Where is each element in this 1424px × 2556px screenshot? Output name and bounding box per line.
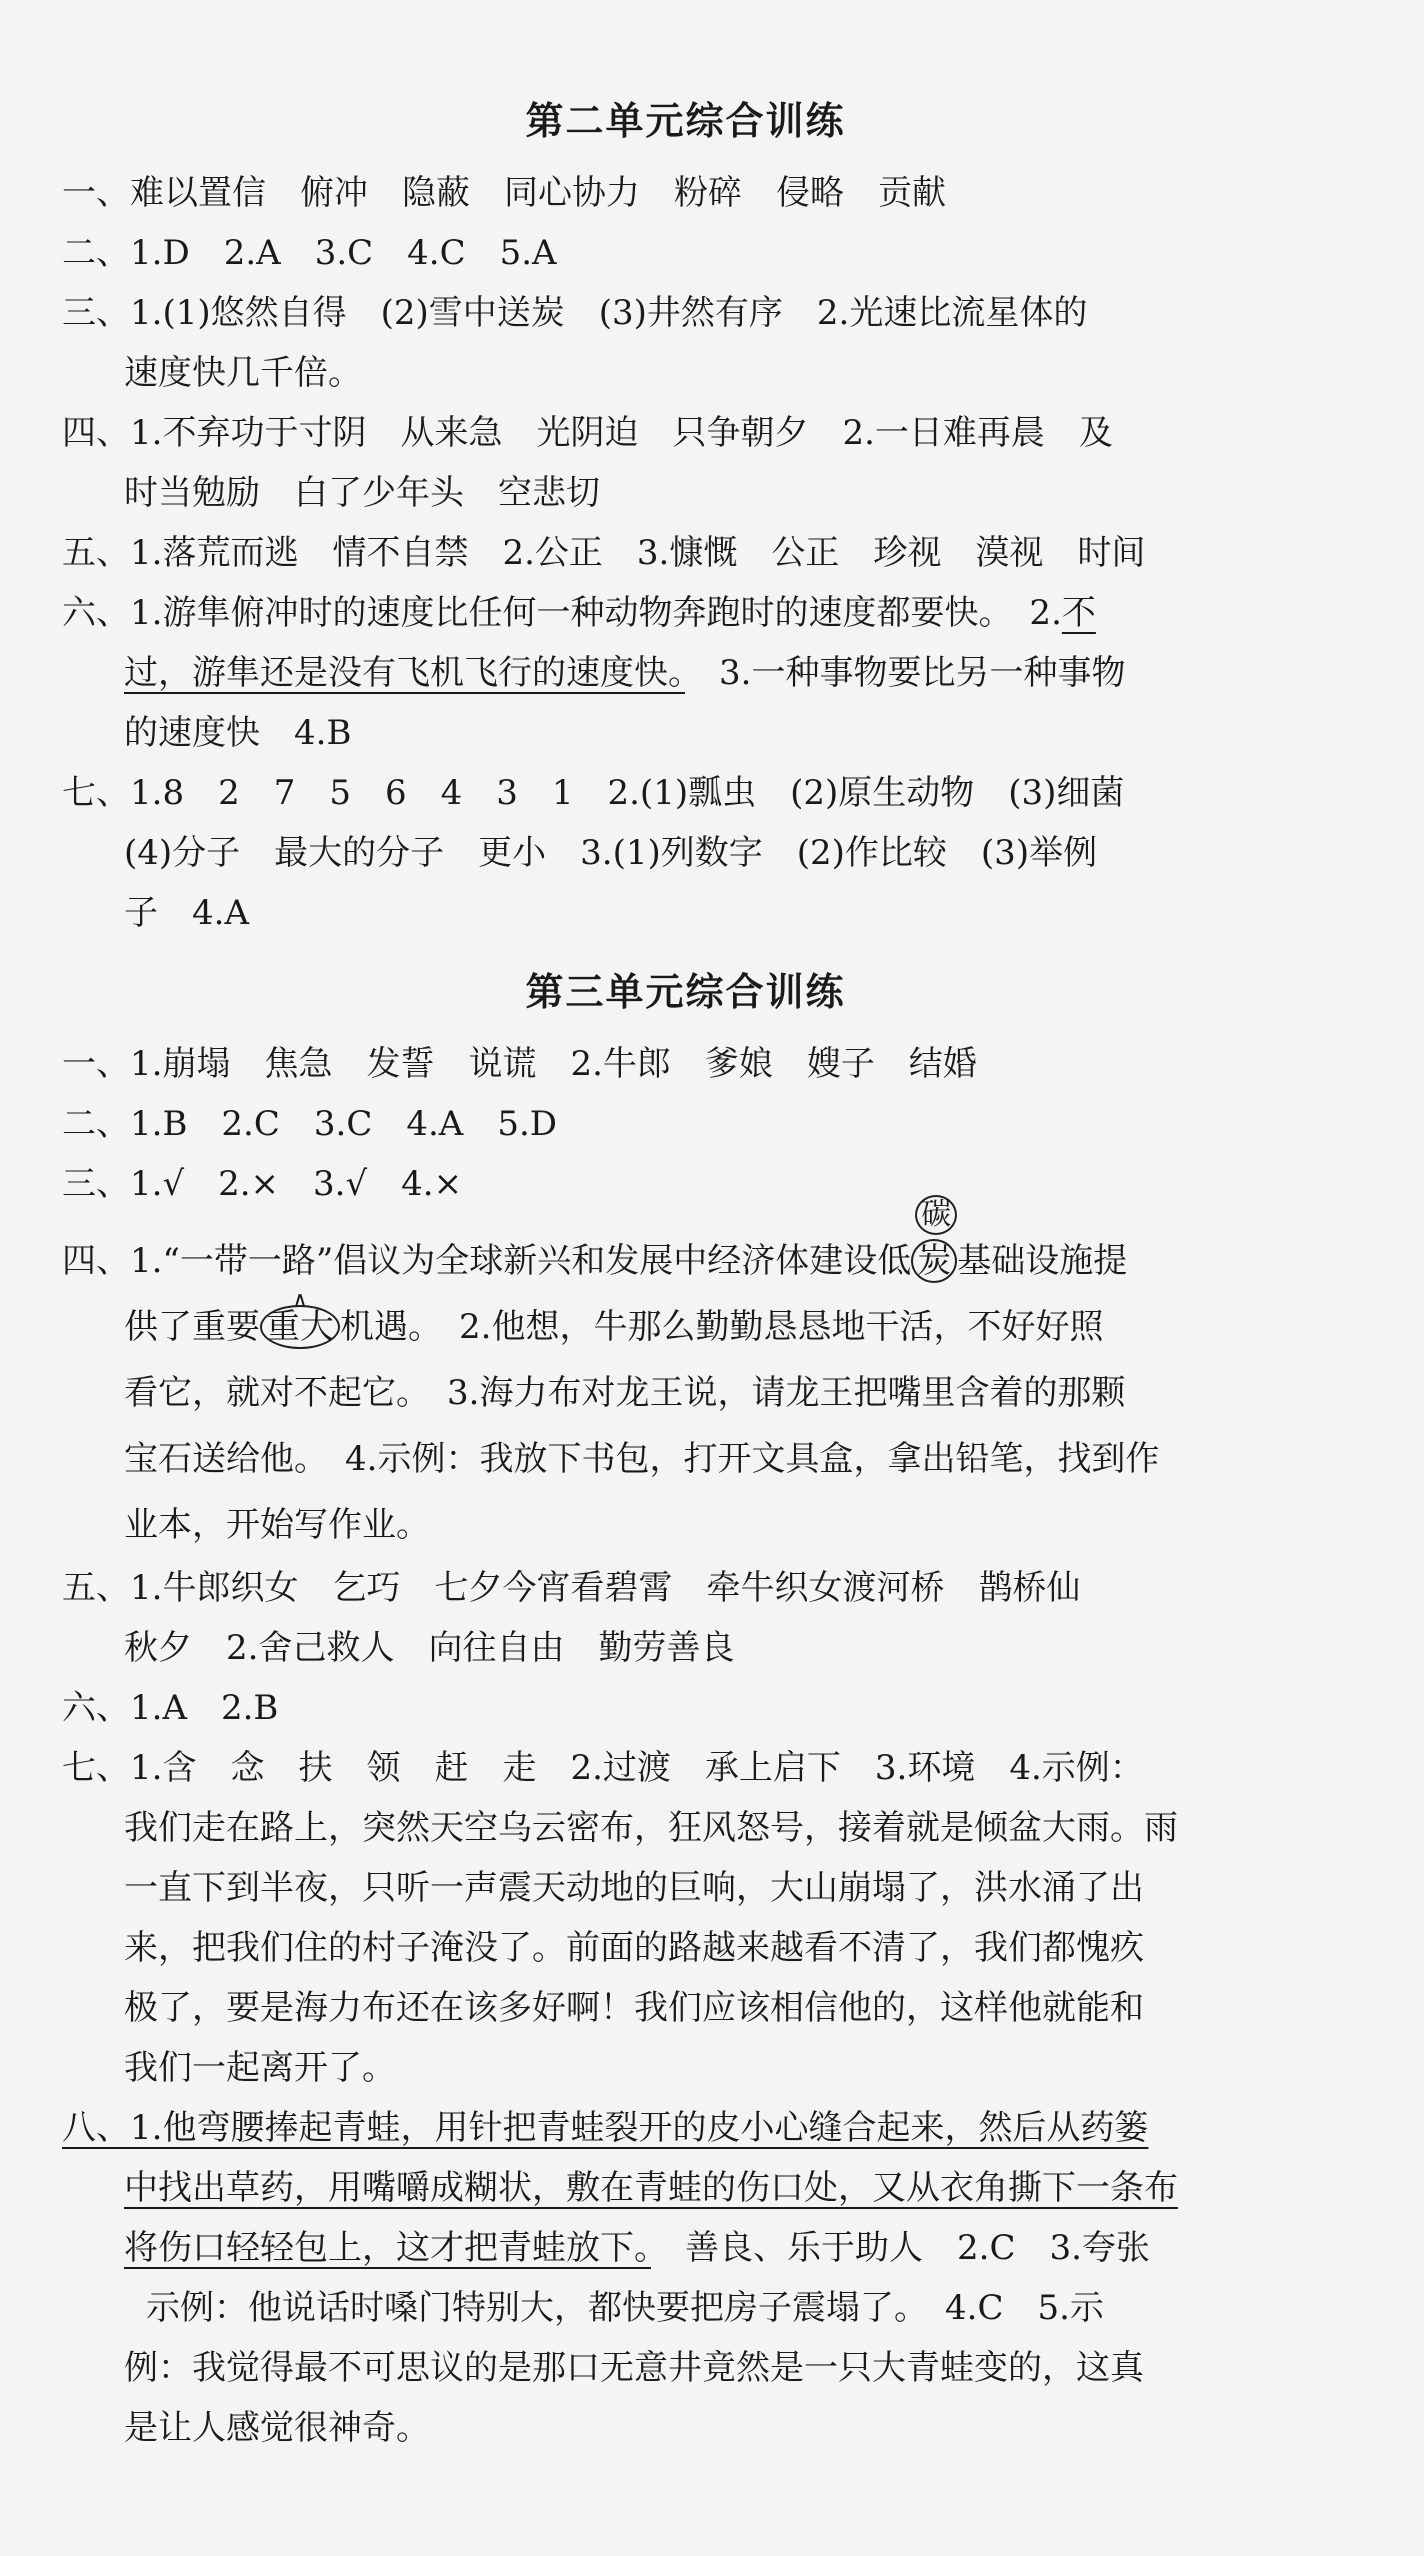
unit3-q1	[62, 1034, 1249, 1094]
unit2-q6-line1	[62, 583, 1249, 643]
unit2-q7-line3: 子 4.A	[124, 893, 249, 933]
unit3-q8-line4: 示例：他说话时嗓门特别大，都快要把房子震塌了。 4.C 5.示	[146, 2288, 1104, 2328]
unit2-q6-line3: 的速度快 4.B	[124, 713, 352, 753]
unit2-q3-line1: 三、1.(1)悠然自得 (2)雪中送炭 (3)井然有序 2.光速比流星体的	[62, 293, 1088, 333]
unit2-q6-underlined2: 过，游隼还是没有飞机飞行的速度快。	[124, 653, 685, 693]
correction-circle-2	[260, 1288, 340, 1349]
unit3-q4-text1: 四、1.“一带一路”倡议为全球新兴和发展中经济体建设低	[62, 1241, 912, 1281]
unit3-q5-line2: 秋夕 2.舍己救人 向往自由 勤劳善良	[124, 1628, 735, 1668]
unit3-q7-line6: 我们一起离开了。	[124, 2048, 396, 2088]
unit3-q8-underlined: 将伤口轻轻包上，这才把青蛙放下。	[124, 2228, 651, 2268]
unit2-q5-line: 五、1.落荒而逃 情不自禁 2.公正 3.慷慨 公正 珍视 漠视 时间	[62, 533, 1146, 573]
unit3-q7-line5: 极了，要是海力布还在该多好啊！我们应该相信他的，这样他就能和	[124, 1988, 1144, 2028]
unit2-q5	[62, 523, 1249, 583]
unit3-q4-line3: 看它，就对不起它。 3.海力布对龙王说，请龙王把嘴里含着的那颗	[124, 1373, 1126, 1413]
unit2-q3	[62, 283, 1249, 403]
unit2-q6-text2: 3.一种事物要比另一种事物	[685, 653, 1126, 693]
unit2-q2-line: 二、1.D 2.A 3.C 4.C 5.A	[62, 233, 557, 273]
unit3-q7-line2: 我们走在路上，突然天空乌云密布，狂风怒号，接着就是倾盆大雨。雨	[124, 1808, 1178, 1848]
unit3-q1-line: 一、1.崩塌 焦急 发誓 说谎 2.牛郎 爹娘 嫂子 结婚	[62, 1044, 977, 1084]
unit3-q7-line3: 一直下到半夜，只听一声震天动地的巨响，大山崩塌了，洪水涌了出	[124, 1868, 1144, 1908]
unit3-q2	[62, 1094, 1249, 1154]
unit3-q8-line6: 是让人感觉很神奇。	[124, 2408, 430, 2448]
unit3-q5	[62, 1558, 1249, 1678]
unit3-q8-line5: 例：我觉得最不可思议的是那口无意井竟然是一只大青蛙变的，这真	[124, 2348, 1144, 2388]
unit2-q6-line2	[62, 643, 1249, 703]
unit3-q2-line: 二、1.B 2.C 3.C 4.A 5.D	[62, 1104, 558, 1144]
unit3-title: 第三单元综合训练	[525, 970, 846, 1014]
unit3-q4-text4: 机遇。 2.他想，牛那么勤勤恳恳地干活，不好好照	[340, 1307, 1104, 1347]
unit3-q8-line2: 中找出草药，用嘴嚼成糊状，敷在青蛙的伤口处，又从衣角撕下一条布	[124, 2168, 1178, 2208]
unit3-q8-text: 善良、乐于助人 2.C 3.夸张	[651, 2228, 1150, 2268]
correction-circle-1	[911, 1197, 957, 1283]
correction-mark: 碳	[915, 1195, 957, 1235]
unit3-q4	[62, 1197, 1249, 1558]
unit2-q1-line: 一、难以置信 俯冲 隐蔽 同心协力 粉碎 侵略 贡献	[62, 173, 946, 213]
unit3-q4-line1	[62, 1197, 1249, 1294]
unit2-q2	[62, 223, 1249, 283]
unit3-q7-line4: 来，把我们住的村子淹没了。前面的路越来越看不清了，我们都愧疚	[124, 1928, 1144, 1968]
unit2-q3-line2: 速度快几千倍。	[124, 353, 362, 393]
unit2-title: 第二单元综合训练	[525, 99, 846, 143]
unit3-q4-line4: 宝石送给他。 4.示例：我放下书包，打开文具盒，拿出铅笔，找到作	[124, 1439, 1160, 1479]
unit3-q4-line2	[62, 1288, 1249, 1360]
unit3-q4-text2: 基础设施提	[957, 1241, 1128, 1281]
unit2-q7	[62, 763, 1249, 943]
unit2-q7-line1: 七、1.8 2 7 5 6 4 3 1 2.(1)瓢虫 (2)原生动物 (3)细菌	[62, 773, 1125, 813]
unit2-q6-text1: 六、1.游隼俯冲时的速度比任何一种动物奔跑时的速度都要快。 2.	[62, 593, 1062, 633]
unit3-q5-line1: 五、1.牛郎织女 乞巧 七夕今宵看碧霄 牵牛织女渡河桥 鹊桥仙	[62, 1568, 1081, 1608]
unit3-q7	[62, 1738, 1249, 2098]
unit2-q4-line1: 四、1.不弃功于寸阴 从来急 光阴迫 只争朝夕 2.一日难再晨 及	[62, 413, 1113, 453]
unit3-q3-line: 三、1.√ 2.× 3.√ 4.×	[62, 1164, 463, 1204]
insert-caret-icon: ∧	[292, 1288, 309, 1313]
circled-wrong-char: 炭	[917, 1241, 952, 1281]
unit2-q7-line2: (4)分子 最大的分子 更小 3.(1)列数字 (2)作比较 (3)举例	[124, 833, 1098, 873]
unit2-q4	[62, 403, 1249, 523]
unit3-q8-line1: 八、1.他弯腰捧起青蛙，用针把青蛙裂开的皮小心缝合起来，然后从药篓	[62, 2108, 1149, 2148]
unit2-q6-underlined1: 不	[1061, 593, 1096, 633]
unit3-q6	[62, 1678, 1249, 1738]
unit3-q8-line3	[62, 2218, 1249, 2278]
unit3-q7-line1: 七、1.含 念 扶 领 赶 走 2.过渡 承上启下 3.环境 4.示例：	[62, 1748, 1144, 1788]
circled-words: 重大	[266, 1307, 334, 1347]
unit3-q6-line: 六、1.A 2.B	[62, 1688, 279, 1728]
unit2-q1	[62, 163, 1249, 223]
unit3-q4-line5: 业本，开始写作业。	[124, 1505, 430, 1545]
unit2-q4-line2: 时当勉励 白了少年头 空悲切	[124, 473, 600, 513]
unit3-q3	[62, 1154, 1249, 1214]
unit3-q4-text3: 供了重要	[124, 1307, 260, 1347]
unit3-q8	[62, 2098, 1249, 2458]
unit2-q6	[62, 583, 1249, 763]
